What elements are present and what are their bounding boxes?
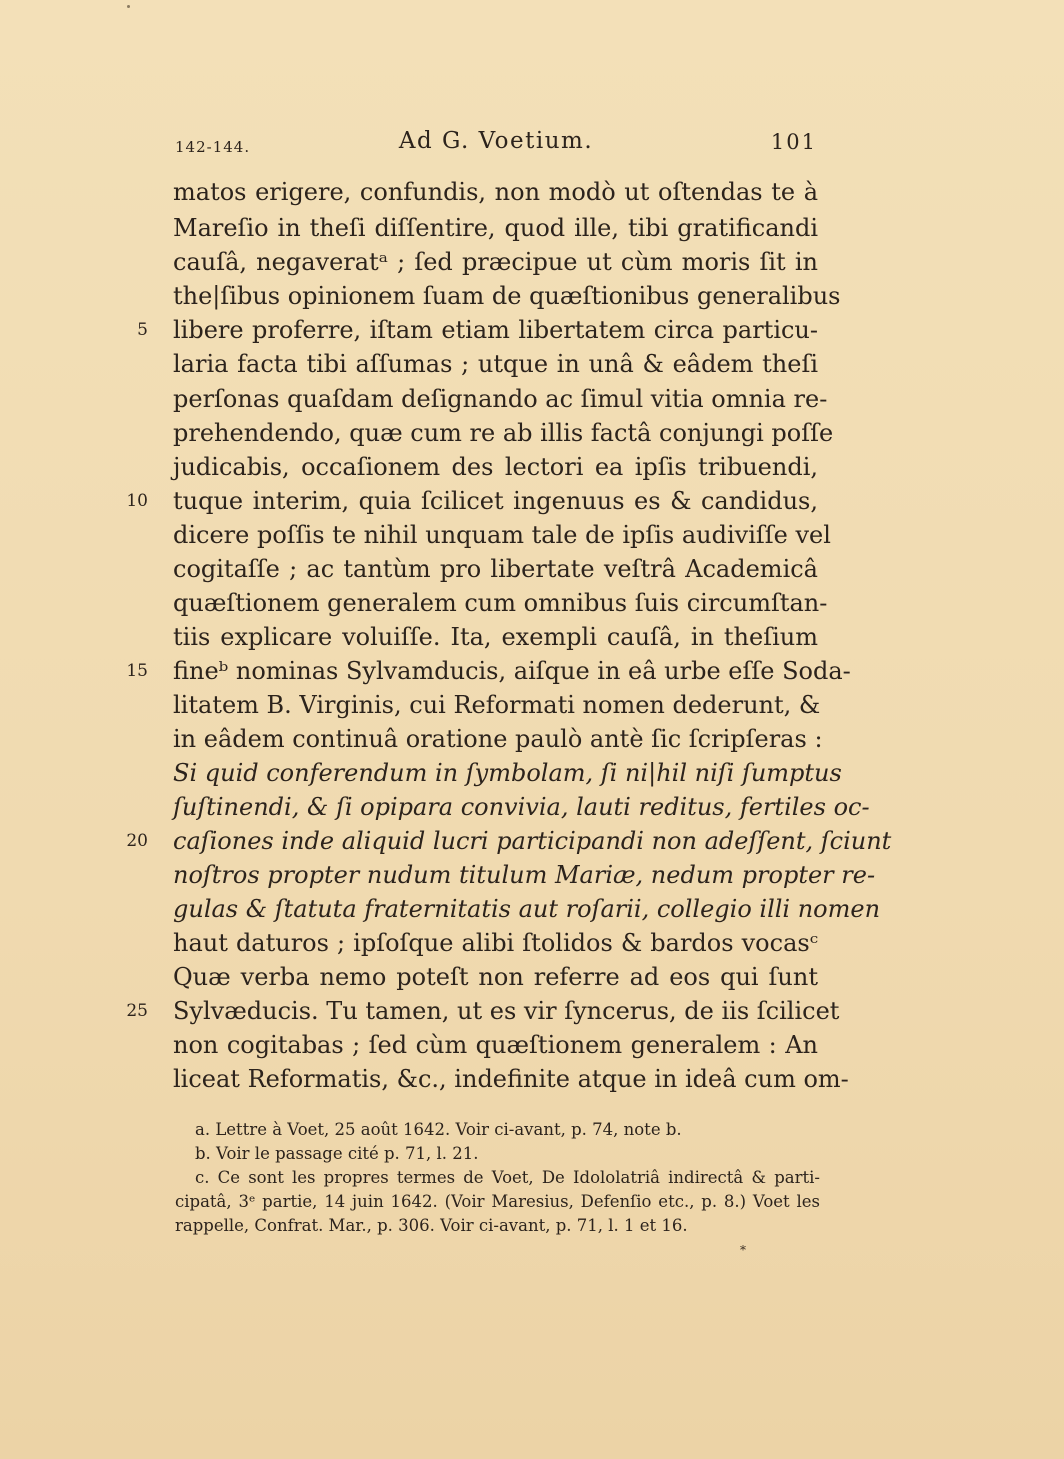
footnote-a: a. Lettre à Voet, 25 août 1642. Voir ci-avant, p. 74, note b. (195, 1120, 682, 1139)
page-range: 142-144. (175, 138, 251, 156)
text-line: tuque interim, quia ſcilicet ingenuus es & candidus, (173, 487, 818, 515)
line-number: 10 (126, 491, 148, 511)
text-line: liceat Reformatis, &c., indefinite atque in ideâ cum om- (173, 1065, 849, 1093)
text-line: haut daturos ; ipſoſque alibi ſtolidos & bardos vocasᶜ (173, 929, 818, 957)
text-line: judicabis, occaſionem des lectori ea ipſis tribuendi, (173, 453, 818, 481)
text-line: noſtros propter nudum titulum Mariæ, nedum propter re- (173, 861, 876, 889)
line-number: 20 (126, 831, 148, 851)
text-line: gulas & ſtatuta fraternitatis aut roſarii, collegio illi nomen (173, 895, 881, 923)
text-line: laria facta tibi aſſumas ; utque in unâ & eâdem theſi (173, 350, 818, 378)
text-line: quæſtionem generalem cum omnibus ſuis circumſtan- (173, 589, 828, 617)
text-line: non cogitabas ; ſed cùm quæſtionem generalem : An (173, 1031, 818, 1059)
text-line: Mareſio in theſi diſſentire, quod ille, tibi gratificandi (173, 214, 818, 242)
running-title: Ad G. Voetium. (398, 128, 594, 154)
text-line: perſonas quaſdam deſignando ac ſimul vitia omnia re- (173, 385, 828, 413)
text-line: prehendendo, quæ cum re ab illis factâ conjungi poſſe (173, 419, 834, 447)
footnote-c-cont: cipatâ, 3ᵉ partie, 14 juin 1642. (Voir Maresius, Defenſio etc., p. 8.) Voet les (175, 1192, 820, 1211)
footnote-c: c. Ce sont les propres termes de Voet, De Idololatriâ indirectâ & parti- (195, 1168, 820, 1187)
text-line: in eâdem continuâ oratione paulò antè ſic ſcripſeras : (173, 725, 823, 753)
text-line: fineᵇ nominas Sylvamducis, aiſque in eâ urbe eſſe Soda- (173, 657, 851, 685)
text-line: tiis explicare voluiſſe. Ita, exempli cauſâ, in theſium (173, 623, 818, 651)
text-line: cogitaſſe ; ac tantùm pro libertate veſtrâ Academicâ (173, 555, 818, 583)
specks (127, 5, 130, 8)
footnote-c-end: rappelle, Confrat. Mar., p. 306. Voir ci-avant, p. 71, l. 1 et 16. (175, 1216, 688, 1235)
text-line: ſuſtinendi, & ſi opipara convivia, lauti reditus, fertiles oc- (173, 793, 870, 821)
running-head (175, 128, 817, 162)
text-line: litatem B. Virginis, cui Reformati nomen dederunt, & (173, 691, 821, 719)
footnote-b: b. Voir le passage cité p. 71, l. 21. (195, 1144, 479, 1163)
text-line: Quæ verba nemo poteſt non referre ad eos qui ſunt (173, 963, 818, 991)
text-line: dicere poſſis te nihil unquam tale de ipſis audiviſſe vel (173, 521, 831, 549)
line-number: 25 (126, 1001, 148, 1021)
text-line: libere proferre, iſtam etiam libertatem circa particu- (173, 316, 818, 344)
line-number: 15 (126, 661, 148, 681)
text-line: the|ſibus opinionem ſuam de quæſtionibus generalibus (173, 282, 841, 310)
text-line: cauſâ, negaveratᵃ ; ſed præcipue ut cùm moris ſit in (173, 248, 818, 276)
text-line: Sylvæducis. Tu tamen, ut es vir ſyncerus, de iis ſcilicet (173, 997, 840, 1025)
ornament-icon: * (740, 1243, 746, 1257)
text-line: matos erigere, confundis, non modò ut oſtendas te à (173, 178, 818, 206)
text-line: Si quid conferendum in ſymbolam, ſi ni|hil niſi ſumptus (173, 759, 842, 787)
text-line: caſiones inde aliquid lucri participandi non adeſſent, ſciunt (173, 827, 892, 855)
page-number: 101 (770, 130, 817, 154)
line-number: 5 (137, 320, 148, 340)
